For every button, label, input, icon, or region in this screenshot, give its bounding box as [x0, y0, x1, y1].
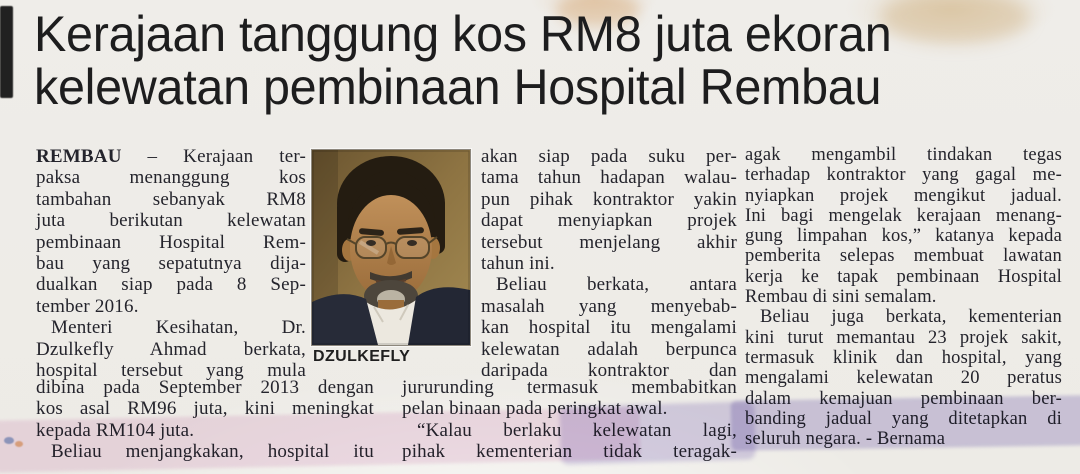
text-line: Beliau berkata, antara	[496, 274, 737, 296]
text-line: masalah yang menyebab-	[481, 295, 737, 317]
portrait-illustration	[312, 150, 470, 345]
text-line: Menteri Kesihatan, Dr.	[51, 317, 306, 339]
text-line: pun pihak kontraktor yakin	[481, 188, 737, 210]
text-line: kos asal RM96 juta, kini meningkat	[36, 398, 374, 420]
text-line: pihak kementerian tidak teragak-	[402, 441, 737, 463]
purple-highlighter-mark-right	[731, 395, 1080, 451]
text-line: nyiapkan projek mengikut jadual.	[745, 185, 1062, 206]
purple-highlighter-mark-left	[559, 401, 756, 464]
headline-line-2: kelewatan pembinaan Hospital Rembau	[34, 59, 882, 115]
text-line: pemberita selepas membuat lawatan	[745, 246, 1062, 267]
text-line: agak mengambil tindakan tegas	[745, 145, 1062, 165]
text-line: Rembau di sini semalam.	[745, 287, 937, 308]
text-line: paksa menanggung kos	[36, 167, 306, 189]
text-line: kelewatan adalah berpunca	[481, 338, 737, 360]
text-line: akan siap pada suku per-	[481, 146, 737, 167]
text-line: tember 2016.	[36, 295, 139, 317]
text-line: “Kalau berlaku kelewatan lagi,	[417, 419, 737, 441]
text-line: tersebut menjelang akhir	[481, 231, 737, 253]
text-line: banding jadual yang ditetapkan di	[745, 408, 1062, 429]
text-line: dualkan siap pada 8 Sep-	[36, 274, 306, 296]
photo-caption: DZULKEFLY	[313, 348, 411, 365]
text-line: daripada kontraktor dan	[481, 360, 737, 382]
text-line: kini turut memantau 23 projek sakit,	[745, 327, 1062, 348]
text-line: hospital tersebut yang mula	[36, 360, 306, 382]
text-line: REMBAU – Kerajaan ter-	[36, 146, 306, 167]
text-line: juta berikutan kelewatan	[36, 210, 306, 232]
dzulkefly-photo	[311, 149, 471, 346]
text-line: dibina pada September 2013 dengan	[36, 377, 374, 398]
headline-line-1: Kerajaan tanggung kos RM8 juta ekoran	[34, 6, 892, 62]
text-line: terhadap kontraktor yang gagal me-	[745, 165, 1062, 186]
text-line: jururunding termasuk membabitkan	[402, 377, 737, 398]
text-line: kan hospital itu mengalami	[481, 317, 737, 339]
text-line: dapat menyiapkan projek	[481, 210, 737, 232]
text-line: Beliau juga berkata, kementerian	[760, 307, 1062, 328]
text-line: pembinaan Hospital Rem-	[36, 231, 306, 253]
text-line: tama tahun hadapan walau-	[481, 167, 737, 189]
headline	[34, 8, 1014, 114]
column-2-text-top	[481, 146, 737, 381]
text-line: kepada RM104 juta.	[36, 419, 195, 441]
text-line: pelan binaan pada peringkat awal.	[402, 398, 668, 420]
text-line: tahun ini.	[481, 253, 555, 275]
text-line: Ini bagi mengelak kerajaan menang-	[745, 205, 1062, 226]
text-line: Dzulkefly Ahmad berkata,	[36, 338, 306, 360]
text-line: Beliau menjangkakan, hospital itu	[51, 441, 374, 463]
text-line: kerja ke tapak pembinaan Hospital	[745, 266, 1062, 287]
text-line: seluruh negara. - Bernama	[745, 429, 946, 450]
text-line: gung limpahan kos,” katanya kepada	[745, 226, 1062, 247]
column-1-text-top	[36, 146, 306, 381]
text-line: termasuk klinik dan hospital, yang	[745, 347, 1062, 368]
text-line: tambahan sebanyak RM8	[36, 188, 306, 210]
scan-edge-artifact	[0, 6, 13, 98]
text-line: dalam kemajuan pembinaan ber-	[745, 388, 1062, 409]
text-line: bau yang sepatutnya dija-	[36, 253, 306, 275]
text-line: mengalami kelewatan 20 peratus	[745, 368, 1062, 389]
